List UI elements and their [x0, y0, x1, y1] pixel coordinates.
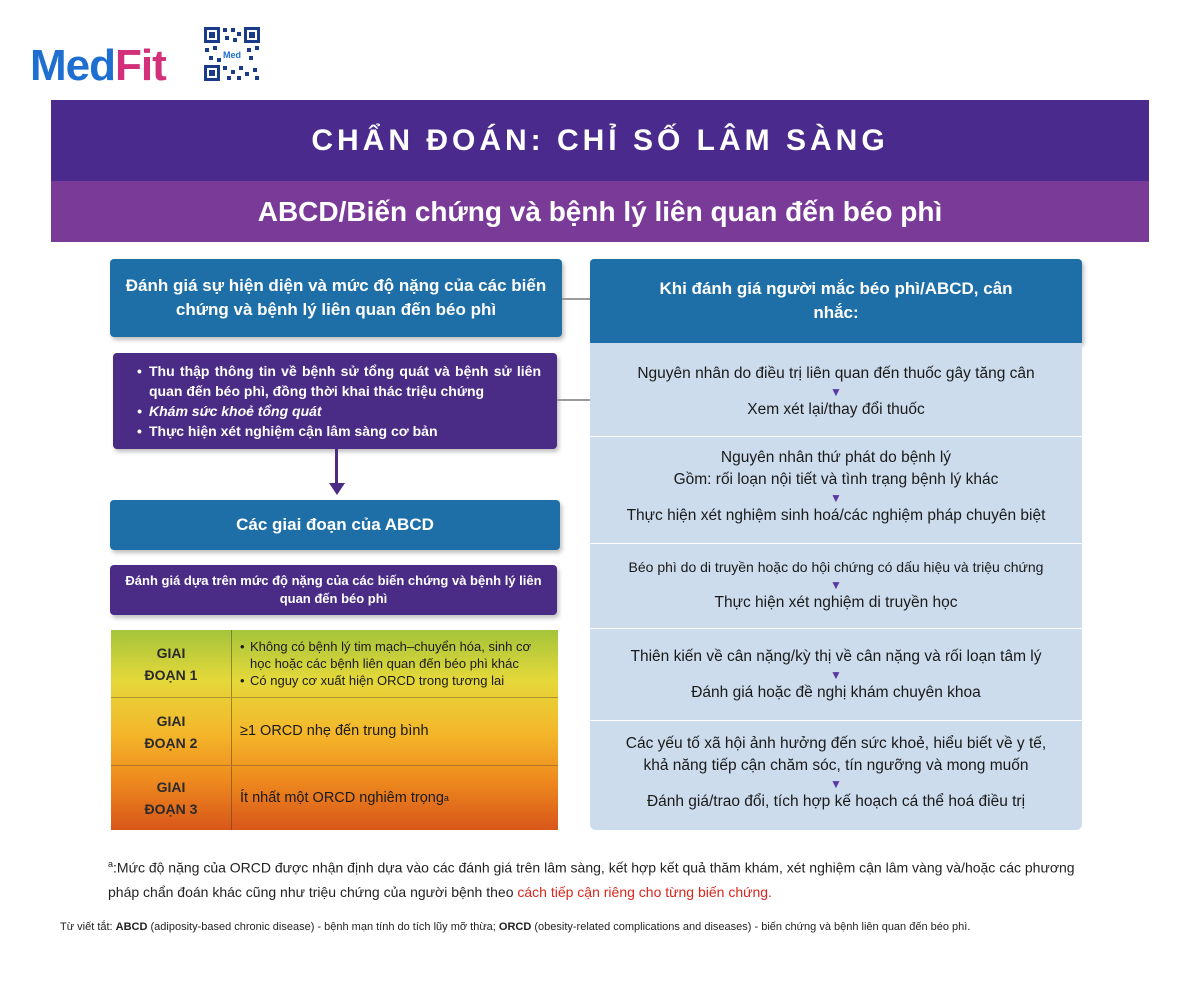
divider	[590, 720, 1082, 721]
divider	[590, 543, 1082, 544]
qr-caption: Med	[223, 50, 241, 60]
arrow-down-icon: ▼	[830, 777, 842, 791]
arrow-down-icon: ▼	[830, 668, 842, 682]
footnote: $^a$:Mức độ nặng của ORCD được nhận định dựa vào các đánh giá trên lâm sàng, kết hợp kết quả thăm khám, xét nghiệm cận lâm vàng và/hoặc các phương pháp chẩn đoán khác cũng như triệu chứng của người bệnh theo cách tiếp cận riêng cho từng biến chứng.	[108, 859, 1075, 900]
consideration-section: Nguyên nhân thứ phát do bệnh lý Gồm: rối loạn nội tiết và tình trạng bệnh lý khác ▼ Thực hiện xét nghiệm sinh hoá/các nghiệm pháp chuyên biệt	[590, 447, 1082, 527]
stage-row-1	[111, 630, 558, 697]
consideration-section: Thiên kiến về cân nặng/kỳ thị về cân nặng và rối loạn tâm lý ▼ Đánh giá hoặc đề nghị khám chuyên khoa	[590, 646, 1082, 704]
stage-description: ≥1 ORCD nhẹ đến trung bình	[240, 723, 429, 739]
stage-description	[232, 630, 558, 697]
list-item: • Không có bệnh lý tim mạch–chuyển hóa, sinh cơ học hoặc các bệnh liên quan đến béo phì khác	[240, 638, 550, 672]
consideration-section: Béo phì do di truyền hoặc do hội chứng có dấu hiệu và triệu chứng ▼ Thực hiện xét nghiệm di truyền học	[590, 556, 1082, 614]
stage-label: GIAI ĐOẠN 1	[111, 630, 232, 697]
stage-label: GIAI ĐOẠN 3	[111, 766, 232, 830]
medfit-logo	[30, 40, 166, 92]
list-item: • Thực hiện xét nghiệm cận lâm sàng cơ bản	[139, 421, 541, 441]
footnote-link[interactable]: cách tiếp cận riêng cho từng biến chứng.	[517, 883, 772, 900]
qr-code-icon	[203, 26, 261, 82]
logo-part-med: Med	[30, 41, 115, 90]
divider	[590, 628, 1082, 629]
arrow-down-icon: ▼	[830, 578, 842, 592]
page-title: CHẨN ĐOÁN: CHỈ SỐ LÂM SÀNG	[51, 100, 1149, 181]
abbreviations: Từ viết tắt: ABCD (adiposity-based chronic disease) - bệnh mạn tính do tích lũy mỡ thừa; ORCD (obesity-related complications and diseases) - biến chứng và bệnh liên quan đến béo phì.	[60, 921, 971, 933]
arrow-down-icon: ▼	[830, 385, 842, 399]
assessment-box: Đánh giá sự hiện diện và mức độ nặng của các biến chứng và bệnh lý liên quan đến béo phì	[110, 259, 562, 337]
connector-line	[557, 399, 590, 401]
connector-line	[562, 298, 590, 300]
down-arrow-icon	[329, 483, 345, 495]
stages-subtitle-box: Đánh giá dựa trên mức độ nặng của các biến chứng và bệnh lý liên quan đến béo phì	[110, 565, 557, 615]
list-item: • Khám sức khoẻ tổng quát	[139, 401, 541, 421]
consideration-section: Các yếu tố xã hội ảnh hưởng đến sức khoẻ, hiểu biết về y tế, khả năng tiếp cận chăm sóc, tín ngưỡng và mong muốn ▼ Đánh giá/trao đổi, tích hợp kế hoạch cá thể hoá điều trị	[590, 733, 1082, 813]
stage-label: GIAI ĐOẠN 2	[111, 698, 232, 765]
stages-table	[111, 630, 558, 830]
stages-title-box: Các giai đoạn của ABCD	[110, 500, 560, 550]
stage-row-2	[111, 698, 558, 765]
consideration-section: Nguyên nhân do điều trị liên quan đến thuốc gây tăng cân ▼ Xem xét lại/thay đổi thuốc	[590, 363, 1082, 421]
divider	[590, 436, 1082, 437]
evaluation-steps-box	[113, 353, 557, 449]
page-subtitle: ABCD/Biến chứng và bệnh lý liên quan đến béo phì	[51, 181, 1149, 242]
list-item: • Có nguy cơ xuất hiện ORCD trong tương lai	[240, 672, 550, 689]
arrow-down-icon: ▼	[830, 491, 842, 505]
stage-description: Ít nhất một ORCD nghiêm trọng a	[240, 789, 449, 806]
logo-part-fit: Fit	[115, 41, 166, 90]
considerations-panel	[590, 343, 1082, 830]
stage-row-3	[111, 766, 558, 830]
consideration-header: Khi đánh giá người mắc béo phì/ABCD, cân nhắc:	[590, 259, 1082, 343]
list-item: • Thu thập thông tin về bệnh sử tổng quát và bệnh sử liên quan đến béo phì, đồng thời khai thác triệu chứng	[139, 361, 541, 401]
